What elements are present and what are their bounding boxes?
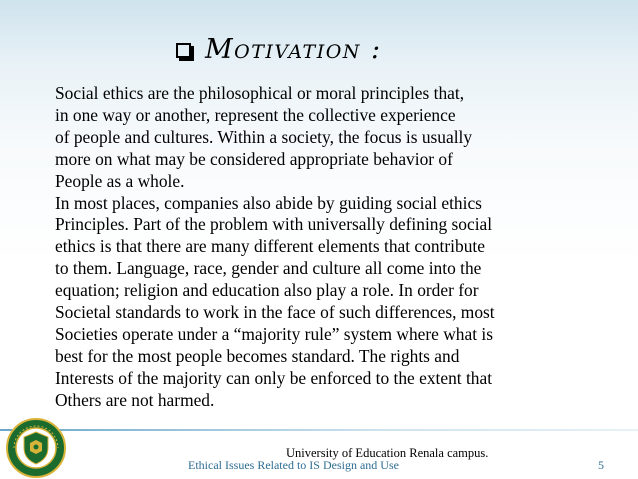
paragraph-line: of people and cultures. Within a society, the focus is usually <box>55 126 473 147</box>
paragraph-line: to them. Language, race, gender and culture all come into the <box>55 258 482 279</box>
page-number: 5 <box>598 458 604 472</box>
slide-title: Motivation : <box>205 34 382 65</box>
checkbox-square-icon <box>176 43 191 58</box>
paragraph-line: equation; religion and education also play a role. In order for <box>55 280 479 301</box>
paragraph-line: In most places, companies also abide by guiding social ethics <box>55 192 482 213</box>
paragraph-line: Others are not harmed. <box>55 389 215 410</box>
paragraph-line: Societies operate under a “majority rule” system where what is <box>55 323 493 344</box>
paragraph-line: Principles. Part of the problem with universally defining social <box>55 214 493 235</box>
paragraph-line: Societal standards to work in the face of such differences, most <box>55 302 495 323</box>
paragraph-line: in one way or another, represent the collective experience <box>55 104 456 125</box>
footer-course-title: Ethical Issues Related to IS Design and Use <box>188 458 399 472</box>
paragraph-line: Social ethics are the philosophical or moral principles that, <box>55 83 465 103</box>
footer-campus: University of Education Renala campus. <box>286 446 489 460</box>
paragraph-line: ethics is that there are many different elements that contribute <box>55 236 485 257</box>
university-seal-icon <box>4 417 68 479</box>
slide-title-row <box>176 34 382 65</box>
paragraph-line: best for the most people becomes standard. The rights and <box>55 345 460 366</box>
paragraph-line: Interests of the majority can only be enforced to the extent that <box>55 367 493 388</box>
footer-divider <box>0 429 638 431</box>
paragraph-line: more on what may be considered appropriate behavior of <box>55 148 453 169</box>
paragraph-line: People as a whole. <box>55 170 185 191</box>
body-paragraph <box>55 83 615 412</box>
